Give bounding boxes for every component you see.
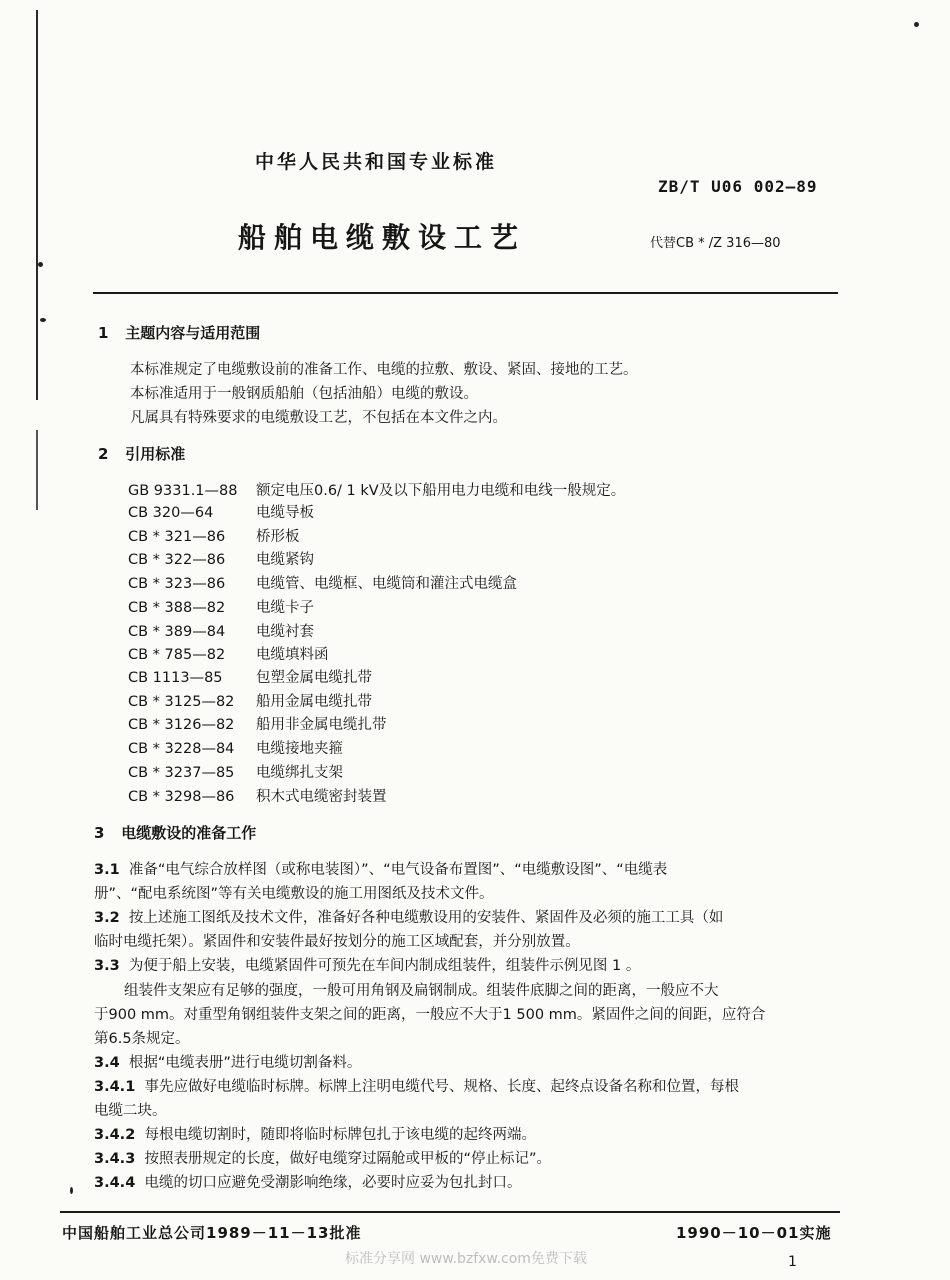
org-title: 中华人民共和国专业标准 [255,151,498,173]
reference-item [128,479,625,500]
clause-line: 于900 mm。对重型角钢组装件支架之间的距离，一般应不大于1 500 mm。紧固件之间的间距，应符合 [94,1007,766,1023]
reference-title: 电缆绑扎支架 [256,765,343,781]
section-number: 3 [94,824,105,842]
clause-text: 每根电缆切割时，随即将临时标牌包扎于该电缆的起终两端。 [144,1127,537,1143]
paragraph: 本标准规定了电缆敷设前的准备工作、电缆的拉敷、敷设、紧固、接地的工艺。 [130,362,638,378]
clause-text: 按照表册规定的长度，做好电缆穿过隔舱或甲板的“停止标记”。 [144,1151,552,1167]
footer-rule [60,1211,840,1213]
reference-code: CB * 3125—82 [128,694,235,710]
header-rule [93,292,838,294]
section-heading [94,822,256,843]
clause-line [94,906,723,927]
reference-code: GB 9331.1—88 [128,483,238,499]
clause-number: 3.4.2 [94,1127,136,1143]
reference-title: 电缆接地夹箍 [256,741,343,757]
reference-code: CB * 785—82 [128,647,226,663]
clause-number: 3.4.1 [94,1079,136,1095]
reference-title: 船用金属电缆扎带 [256,694,372,710]
clause-text: 准备“电气综合放样图（或称电装图）”、“电气设备布置图”、“电缆敷设图”、“电缆表 [128,862,668,878]
reference-item [128,713,387,734]
clause-line: 组装件支架应有足够的强度，一般可用角钢及扁钢制成。组装件底脚之间的距离，一般应不大 [124,983,719,999]
clause-line [94,1051,361,1072]
clause-text: 事先应做好电缆临时标牌。标牌上注明电缆代号、规格、长度、起终点设备名称和位置，每根 [144,1079,740,1095]
reference-title: 船用非金属电缆扎带 [256,717,387,733]
reference-item [128,737,343,758]
clause-number: 3.2 [94,910,120,926]
reference-title: 电缆衬套 [256,624,314,640]
watermark: 标准分享网 www.bzfxw.com免费下载 [345,1251,587,1267]
scan-speck [914,22,919,27]
clause-text: 按上述施工图纸及技术文件，准备好各种电缆敷设用的安装件、紧固件及必须的施工工具（如 [128,910,724,926]
reference-code: CB * 3228—84 [128,741,235,757]
clause-number: 3.3 [94,958,120,974]
clause-line [94,1075,739,1096]
reference-code: CB * 321—86 [128,529,226,545]
paragraph: 凡属具有特殊要求的电缆敷设工艺，不包括在本文件之内。 [130,410,507,426]
reference-code: CB * 3126—82 [128,717,235,733]
reference-item [128,666,372,687]
clause-line: 册”、“配电系统图”等有关电缆敷设的施工用图纸及技术文件。 [94,886,494,902]
clause-line: 电缆二块。 [94,1103,167,1119]
document-title: 船舶电缆敷设工艺 [238,221,527,254]
standard-code: ZB/T U06 002—89 [658,177,818,196]
section-heading [98,443,185,464]
reference-item [128,596,314,617]
paragraph: 本标准适用于一般钢质船舶（包括油船）电缆的敷设。 [130,386,478,402]
reference-title: 电缆填料函 [256,647,329,663]
reference-code: CB * 3298—86 [128,789,235,805]
clause-text: 电缆的切口应避免受潮影响绝缘，必要时应妥为包扎封口。 [144,1175,522,1191]
reference-title: 积木式电缆密封装置 [256,789,387,805]
reference-item [128,525,300,546]
clause-line: 第6.5条规定。 [94,1031,190,1047]
clause-line: 临时电缆托架）。紧固件和安装件最好按划分的施工区域配套，并分别放置。 [94,934,580,950]
scan-speck [38,262,43,267]
reference-title: 额定电压0.6/ 1 kV及以下船用电力电缆和电线一般规定。 [256,483,626,499]
reference-title: 电缆卡子 [256,600,314,616]
reference-item [128,572,517,593]
reference-code: CB * 388—82 [128,600,226,616]
scan-speck [40,318,46,322]
replaces-note: 代替CB * /Z 316—80 [650,236,781,251]
clause-line [94,1147,551,1168]
clause-number: 3.1 [94,862,120,878]
section-number: 1 [98,324,109,342]
scan-speck [70,1187,73,1194]
section-title: 引用标准 [125,445,186,463]
reference-title: 包塑金属电缆扎带 [256,670,372,686]
section-number: 2 [98,445,109,463]
reference-code: CB * 323—86 [128,576,226,592]
reference-item [128,690,372,711]
clause-line [94,1123,536,1144]
reference-item [128,501,314,522]
section-title: 主题内容与适用范围 [125,324,261,342]
scan-edge-line [36,430,38,510]
reference-code: CB * 322—86 [128,552,226,568]
reference-title: 电缆紧钩 [256,552,314,568]
clause-line [94,1171,522,1192]
section-title: 电缆敷设的准备工作 [121,824,257,842]
reference-item [128,620,314,641]
reference-title: 电缆导板 [256,505,314,521]
clause-line [94,954,640,975]
page-number: 1 [788,1254,797,1270]
effective-date: 1990－10－01实施 [676,1224,832,1242]
approval-note: 中国船舶工业总公司1989－11－13批准 [62,1224,362,1242]
reference-item [128,785,387,806]
clause-number: 3.4 [94,1055,120,1071]
reference-title: 桥形板 [256,529,300,545]
clause-text: 为便于船上安装，电缆紧固件可预先在车间内制成组装件，组装件示例见图 1 。 [128,958,641,974]
reference-code: CB 1113—85 [128,670,223,686]
reference-code: CB 320—64 [128,505,214,521]
clause-line [94,858,667,879]
reference-title: 电缆管、电缆框、电缆筒和灌注式电缆盒 [256,576,517,592]
reference-item [128,761,343,782]
reference-item [128,548,314,569]
section-heading [98,322,260,343]
scan-edge-line [36,10,38,400]
clause-text: 根据“电缆表册”进行电缆切割备料。 [128,1055,362,1071]
clause-number: 3.4.4 [94,1175,136,1191]
reference-code: CB * 389—84 [128,624,226,640]
clause-number: 3.4.3 [94,1151,136,1167]
reference-item [128,643,329,664]
reference-code: CB * 3237—85 [128,765,235,781]
